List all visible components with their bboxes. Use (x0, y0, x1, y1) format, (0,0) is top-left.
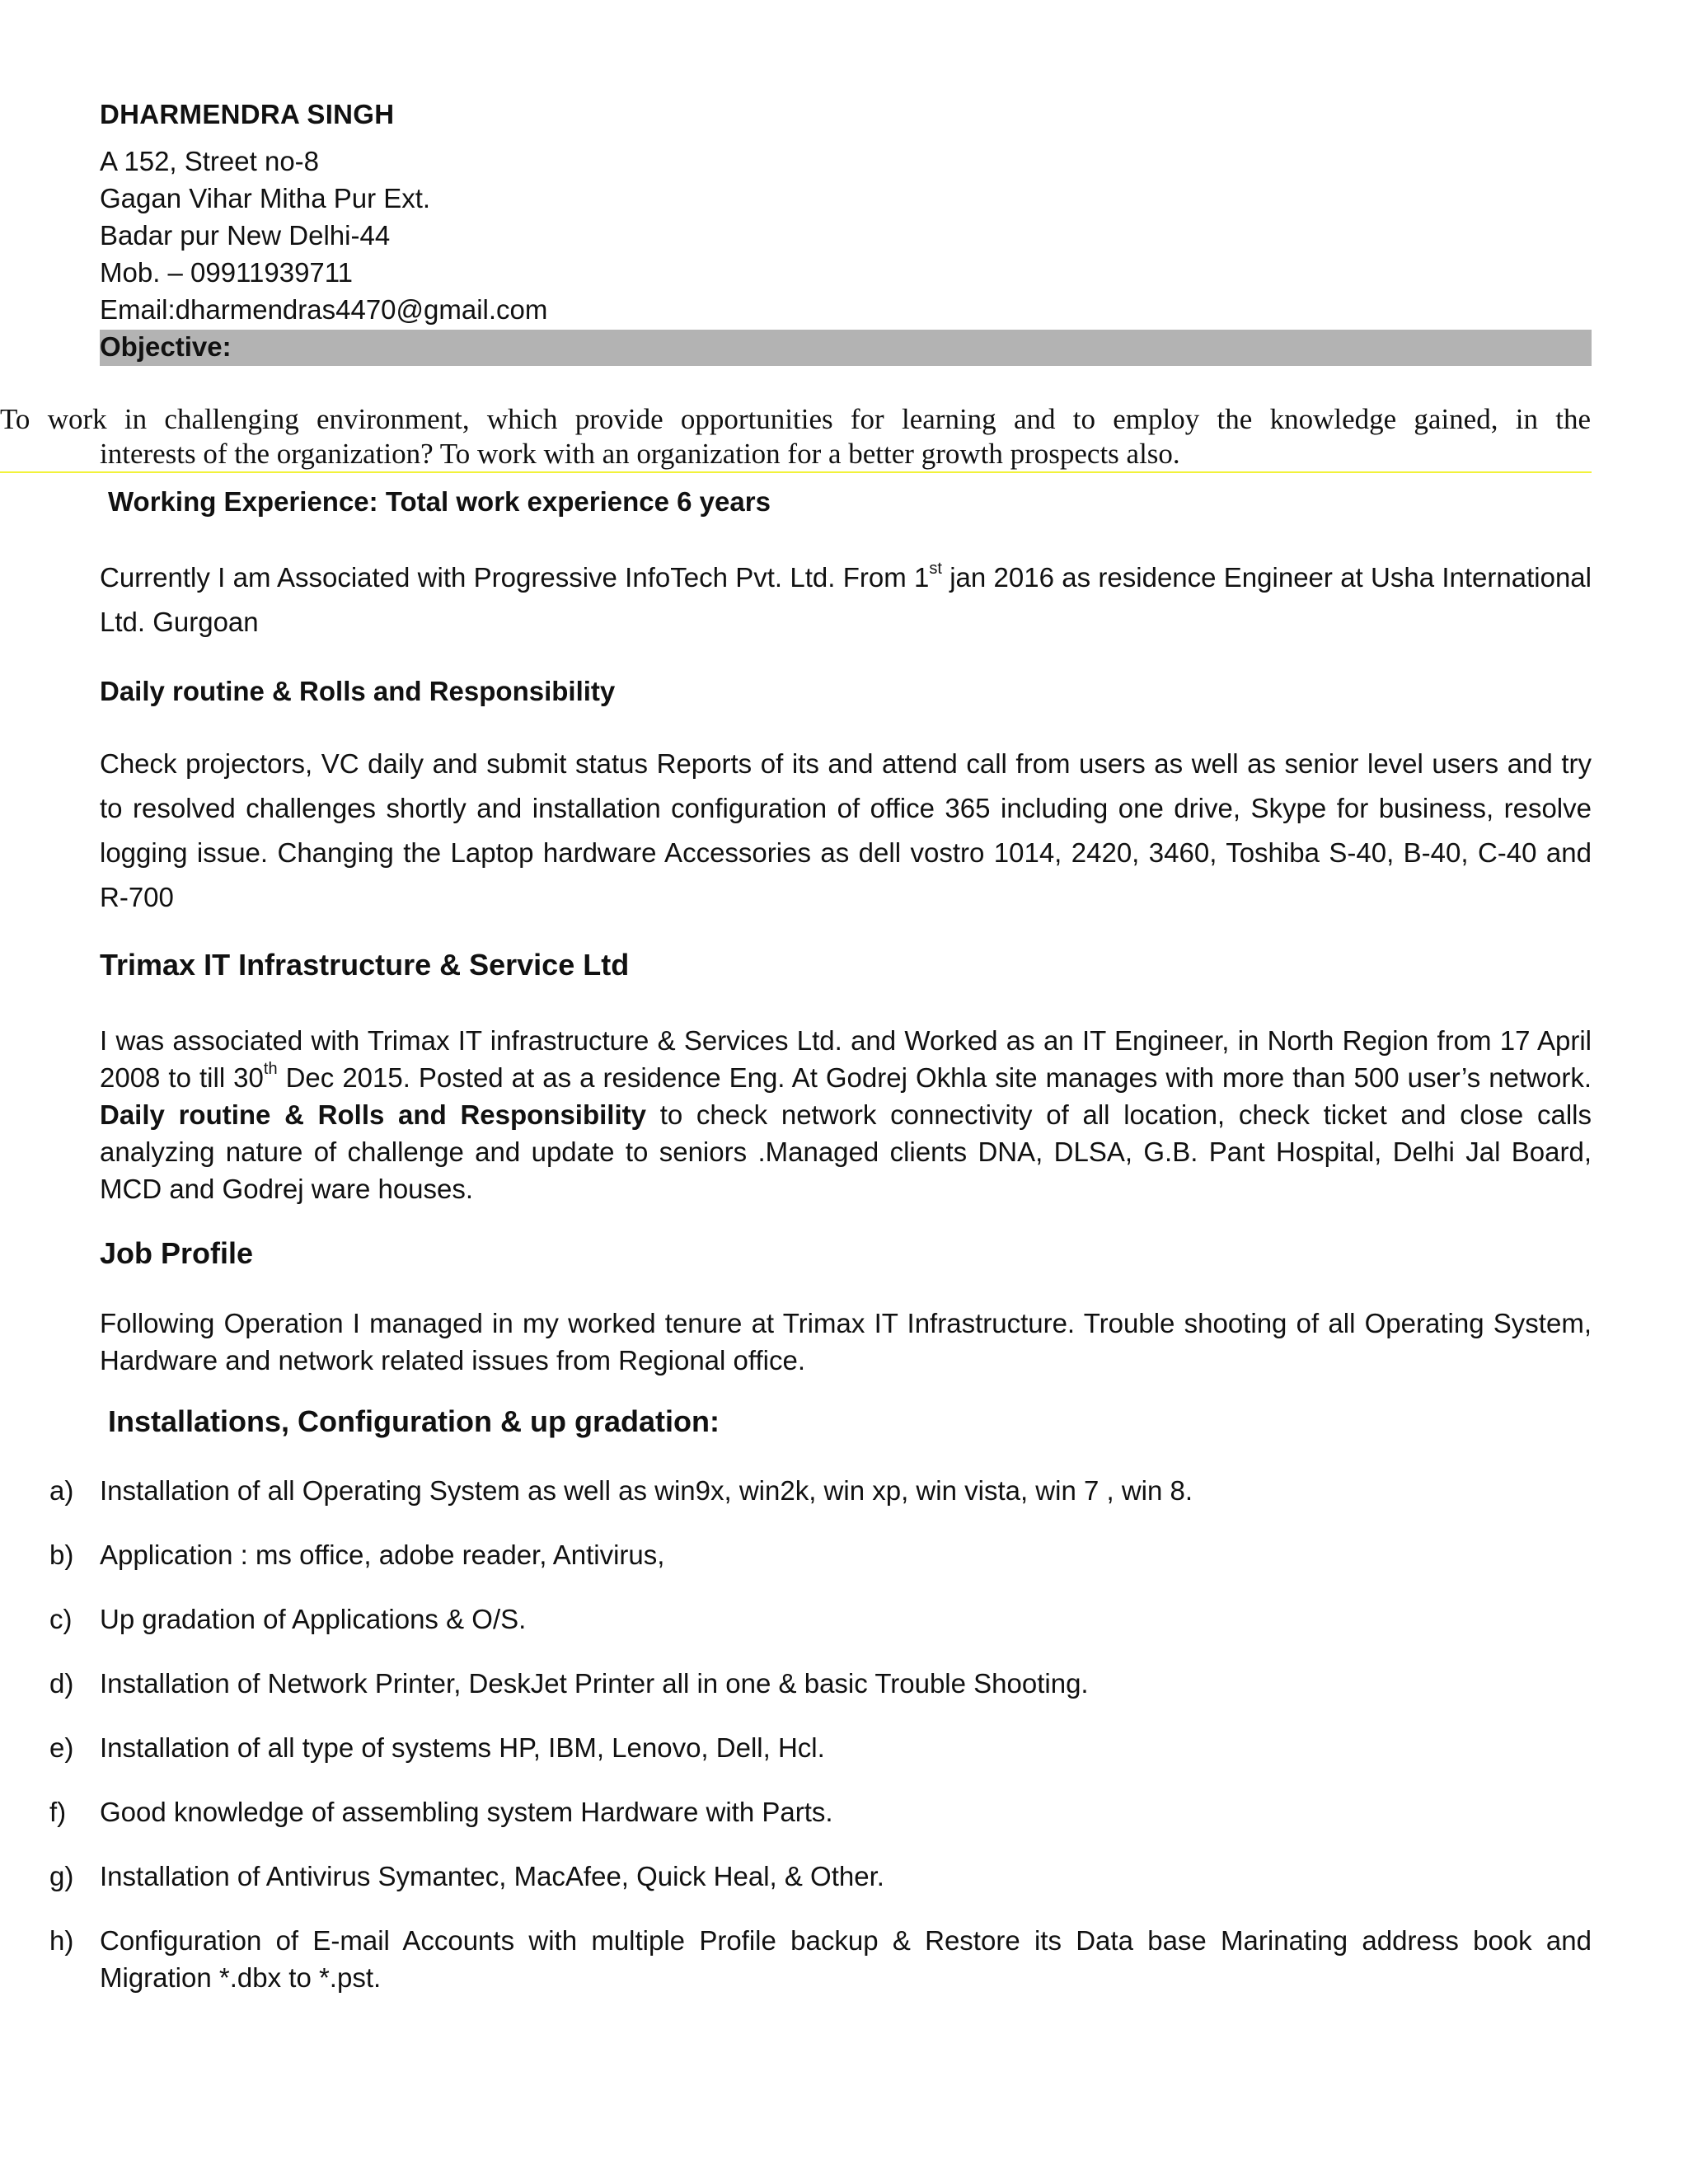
objective-text (0, 402, 1591, 471)
candidate-name: DHARMENDRA SINGH (100, 99, 395, 129)
trimax-text: I was associated with Trimax IT infrastructure & Services Ltd. and Worked as an IT Engineer, in North Region from 17 April 2008 to till 30th Dec 2015. Posted at as a residence Eng. At Godrej Okhla site manages with more than 500 user’s network. Daily routine & Rolls and Responsibility to check network connectivity of all location, check ticket and close calls analyzing nature of challenge and update to seniors .Managed clients DNA, DLSA, G.B. Pant Hospital, Delhi Jal Board, MCD and Godrej ware houses. (100, 1025, 1592, 1204)
installations-heading: Installations, Configuration & up gradation: (108, 1404, 720, 1438)
current-employment-text: Currently I am Associated with Progressive InfoTech Pvt. Ltd. From 1st jan 2016 as residence Engineer at Usha International Ltd. Gurgoan (100, 560, 1592, 637)
mobile-number: Mob. – 09911939711 (100, 257, 354, 288)
address-line-2: Gagan Vihar Mitha Pur Ext. (100, 183, 431, 213)
job-profile-text: Following Operation I managed in my worked tenure at Trimax IT Infrastructure. Trouble shooting of all Operating System, Hardware and network related issues from Regional office. (100, 1308, 1592, 1376)
address-line-1: A 152, Street no-8 (100, 146, 320, 176)
routine-heading: Daily routine & Rolls and Responsibility (100, 676, 616, 706)
objective-line-1: To work in challenging environment, which provide opportunities for learning and to employ the knowledge gained, in the (0, 403, 1591, 435)
section-divider (0, 471, 1592, 473)
address-line-3: Badar pur New Delhi-44 (100, 220, 391, 251)
email-address: Email:dharmendras4470@gmail.com (100, 294, 548, 325)
experience-heading: Working Experience: Total work experience 6 years (108, 486, 771, 517)
objective-heading-bar (100, 330, 1592, 366)
objective-line-2: interests of the organization? To work with an organization for a better growth prospects also. (100, 438, 1180, 470)
objective-heading: Objective: (100, 331, 232, 362)
job-profile-heading: Job Profile (100, 1236, 254, 1270)
trimax-heading: Trimax IT Infrastructure & Service Ltd (100, 948, 630, 982)
resume-page: DHARMENDRA SINGH A 152, Street no-8 Gagan Vihar Mitha Pur Ext. Badar pur New Delhi-44 Mob. – 09911939711 Email:dharmendras4470@gmail.com Objective: To work in challenging environment, which provide opportunities for learning and to employ the knowledge gained, in the interests of the organization? To work with an organization for a better growth prospects also. Working Experience: Total work experience 6 years Currently I am Associated with Progressive InfoTech Pvt. Ltd. From 1st jan 2016 as residence Engineer at Usha International Ltd. Gurgoan Daily routine & Rolls and Responsibility Check projectors, VC daily and submit status Reports of its and attend call from users as well as senior level users and try to resolved challenges shortly and installation configuration of office 365 including one drive, Skype for business, resolve logging issue. Changing the Laptop hardware Accessories as dell vostro 1014, 2420, 3460, Toshiba S-40, B-40, C-40 and R-700 Trimax IT Infrastructure & Service Ltd I was associated with Trimax IT infrastructure & Services Ltd. and Worked as an IT Engineer, in North Region from 17 April 2008 to till 30th Dec 2015. Posted at as a residence Eng. At Godrej Okhla site manages with more than 500 user’s network. Daily routine & Rolls and Responsibility to check network connectivity of all location, check ticket and close calls analyzing nature of challenge and update to seniors .Managed clients DNA, DLSA, G.B. Pant Hospital, Delhi Jal Board, MCD and Godrej ware houses. Job Profile Following Operation I managed in my worked tenure at Trimax IT Infrastructure. Trouble shooting of all Operating System, Hardware and network related issues from Regional office. Installations, Configuration & up gradation: a) Installation of all Operating System as well as win9x, win2k, win xp, win vista, win 7 , win 8. b) Application : ms office, adobe reader, Antivirus, c) Up gradation of Applications & O/S. d) Installation of Network Printer, DeskJet Printer all in one & basic Trouble Shooting. e) Installation of all type of systems HP, IBM, Lenovo, Dell, Hcl. f) Good knowledge of assembling system Hardware with Parts. g) Installation of Antivirus Symantec, MacAfee, Quick Heal, & Other. h) Configuration of E-mail Accounts with multiple Profile backup & Restore its Data base Marinating address book and Migration *.dbx to *.pst. (0, 99, 1592, 1993)
routine-text: Check projectors, VC daily and submit status Reports of its and attend call from users as well as senior level users and try to resolved challenges shortly and installation configuration of office 365 including one drive, Skype for business, resolve logging issue. Changing the Laptop hardware Accessories as dell vostro 1014, 2420, 3460, Toshiba S-40, B-40, C-40 and R-700 (100, 748, 1592, 912)
